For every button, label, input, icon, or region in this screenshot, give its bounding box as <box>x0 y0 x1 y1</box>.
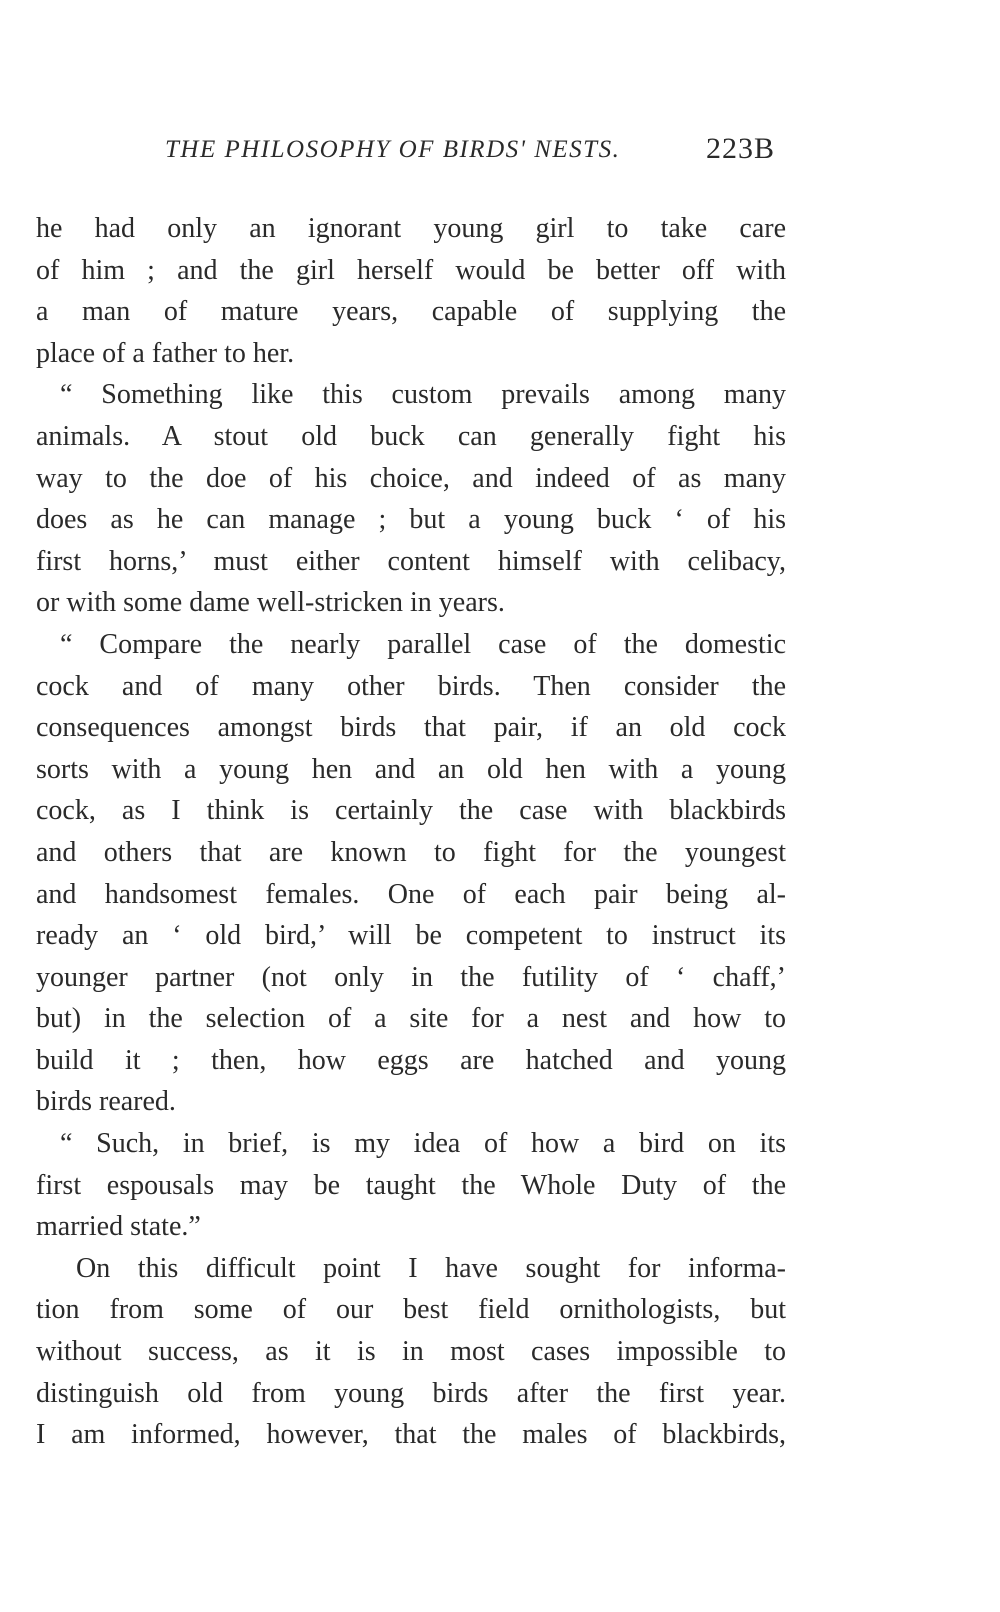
text-line: married state.” <box>36 1211 201 1243</box>
text-line: sorts with a young hen and an old hen with a young <box>36 753 786 785</box>
text-line: I am informed, however, that the males of blackbirds, <box>36 1419 786 1451</box>
text-line: does as he can manage ; but a young buck ‘ of his <box>36 504 786 536</box>
running-title: THE PHILOSOPHY OF BIRDS' NESTS. <box>165 136 621 163</box>
text-line: cock, as I think is certainly the case with blackbirds <box>36 795 786 827</box>
text-line: but) in the selection of a site for a nest and how to <box>36 1003 786 1035</box>
body-text <box>36 208 786 1456</box>
text-line: consequences amongst birds that pair, if an old cock <box>36 712 786 744</box>
text-line: or with some dame well-stricken in years. <box>36 587 505 619</box>
page-number: 223B <box>705 132 775 165</box>
text-line: first espousals may be taught the Whole Duty of the <box>36 1169 786 1201</box>
text-line: first horns,’ must either content himself with celibacy, <box>36 545 786 577</box>
text-line: and handsomest females. One of each pair being al- <box>36 878 786 910</box>
text-line: of him ; and the girl herself would be better off with <box>36 254 786 286</box>
text-line: “ Compare the nearly parallel case of the domestic <box>60 628 786 660</box>
text-line: birds reared. <box>36 1086 176 1118</box>
text-line: and others that are known to fight for the youngest <box>36 836 786 868</box>
text-line: build it ; then, how eggs are hatched and young <box>36 1044 786 1076</box>
text-line: “ Something like this custom prevails among many <box>60 379 786 411</box>
text-line: distinguish old from young birds after the first year. <box>36 1377 786 1409</box>
text-line: animals. A stout old buck can generally fight his <box>36 420 786 452</box>
text-line: tion from some of our best field ornithologists, but <box>36 1294 786 1326</box>
text-line: place of a father to her. <box>36 337 295 369</box>
text-line: younger partner (not only in the futility of ‘ chaff,’ <box>36 961 786 993</box>
text-line: without success, as it is in most cases impossible to <box>36 1336 786 1368</box>
running-head <box>165 132 775 172</box>
text-line: he had only an ignorant young girl to take care <box>36 213 786 244</box>
text-line: way to the doe of his choice, and indeed of as many <box>36 462 786 494</box>
text-line: a man of mature years, capable of supplying the <box>36 296 786 328</box>
text-line: ready an ‘ old bird,’ will be competent to instruct its <box>36 920 786 952</box>
text-line: cock and of many other birds. Then consider the <box>36 670 786 702</box>
text-line: On this difficult point I have sought for informa- <box>76 1252 786 1284</box>
text-line: “ Such, in brief, is my idea of how a bird on its <box>60 1128 786 1160</box>
